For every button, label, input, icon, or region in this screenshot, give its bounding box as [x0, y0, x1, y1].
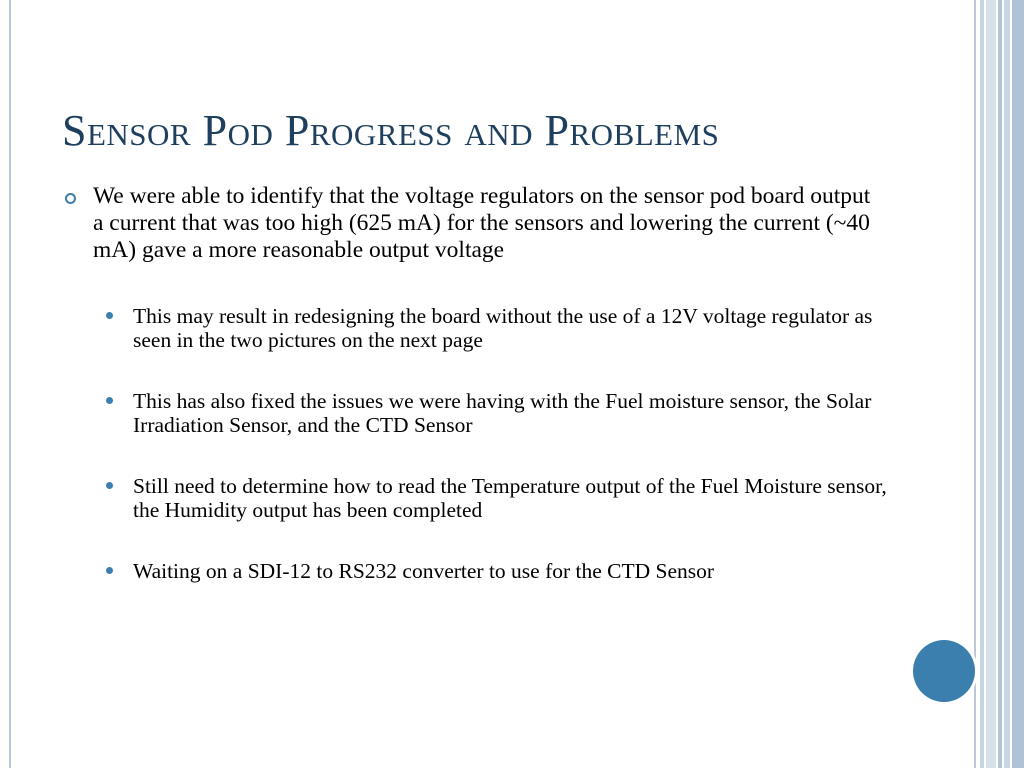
- stripe: [1012, 0, 1024, 768]
- sub-bullet: [62, 304, 893, 352]
- sub-bullet-text: Still need to determine how to read the Temperature output of the Fuel Moisture sensor, the Humidity output has been completed: [133, 474, 887, 522]
- sub-bullet: [62, 474, 893, 522]
- slide-content: [62, 183, 892, 620]
- dot-bullet-icon: [106, 567, 113, 574]
- dot-bullet-icon: [106, 397, 113, 404]
- left-border-rule: [9, 0, 11, 768]
- stripe: [1004, 0, 1010, 768]
- stripe: [974, 0, 976, 768]
- sub-bullet-text: Waiting on a SDI-12 to RS232 converter to use for the CTD Sensor: [133, 559, 715, 583]
- stripe: [980, 0, 984, 768]
- sub-bullet-list: [62, 304, 892, 583]
- stripe: [998, 0, 1002, 768]
- stripe: [986, 0, 996, 768]
- decorative-circle: [913, 640, 975, 702]
- sub-bullet: [62, 389, 893, 437]
- sub-bullet: [62, 559, 893, 583]
- sub-bullet-text: This has also fixed the issues we were having with the Fuel moisture sensor, the Solar Irradiation Sensor, and the CTD Sensor: [133, 389, 872, 437]
- main-bullet-text: We were able to identify that the voltage regulators on the sensor pod board output a current that was too high (625 mA) for the sensors and lowering the current (~40 mA) gave a more reasonable output voltage: [93, 183, 871, 263]
- sub-bullet-text: This may result in redesigning the board without the use of a 12V voltage regulator as seen in the two pictures on the next page: [133, 304, 873, 352]
- ring-bullet-icon: [65, 193, 76, 204]
- dot-bullet-icon: [106, 312, 113, 319]
- slide-title: Sensor Pod Progress and Problems: [62, 106, 720, 155]
- right-decorative-stripes: [974, 0, 1024, 768]
- main-bullet: [62, 183, 873, 264]
- dot-bullet-icon: [106, 482, 113, 489]
